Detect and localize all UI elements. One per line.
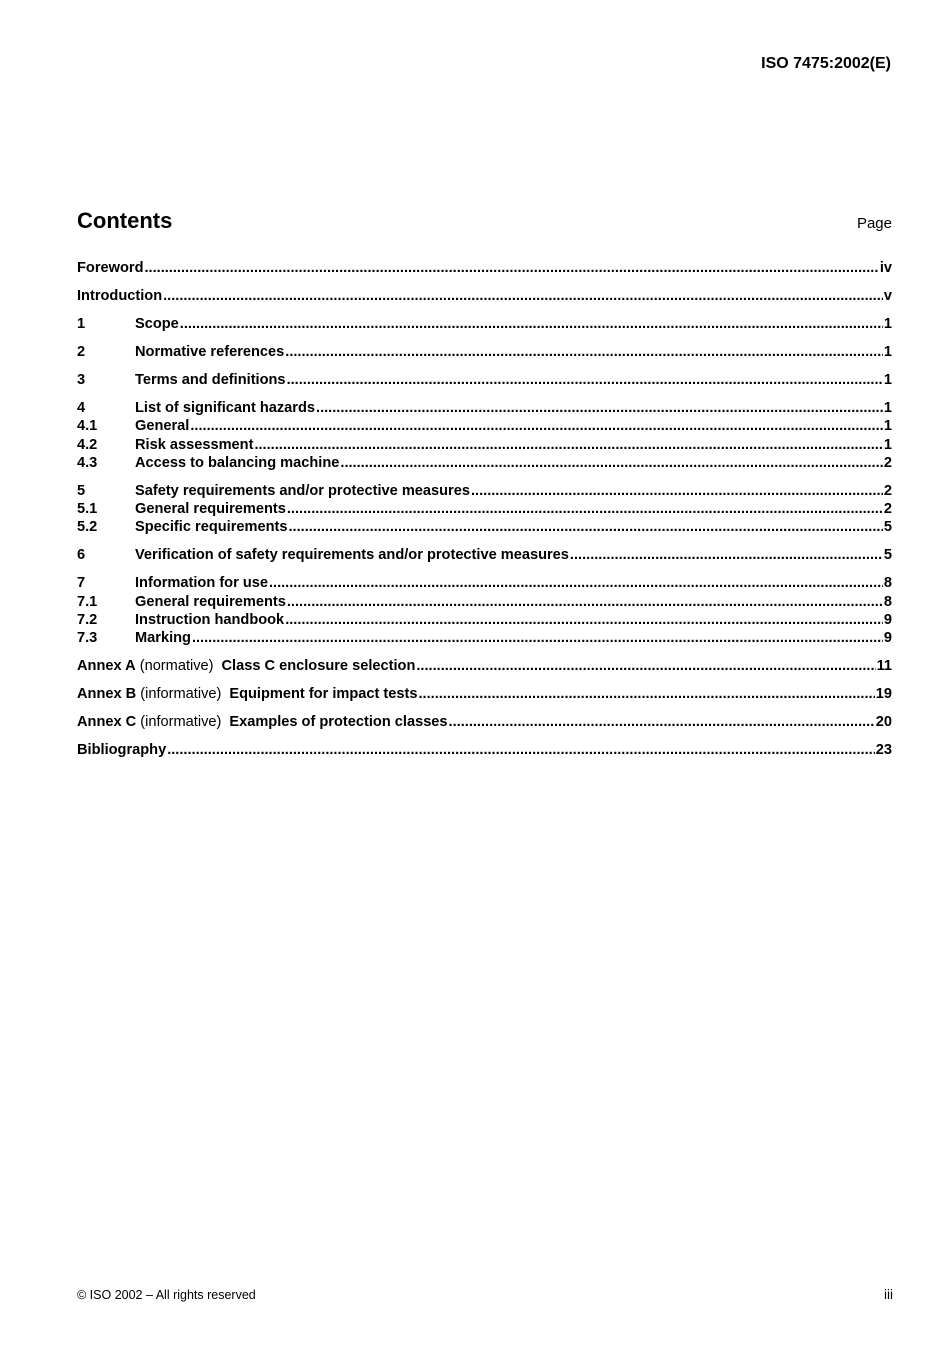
toc-number: 4.2 [77,436,98,453]
dot-leader [340,454,882,472]
toc-entry-4-1[interactable] [77,417,892,435]
toc-entry-introduction[interactable] [77,287,892,305]
page-column-label: Page [856,215,892,232]
toc-title: Examples of protection classes [229,714,448,731]
dot-leader [287,593,883,611]
toc-page: 1 [883,399,892,416]
toc-entry-bibliography[interactable] [77,741,892,759]
dot-leader [163,287,883,305]
dot-leader [471,482,883,500]
toc-page: 9 [883,611,892,628]
toc-page: iv [879,260,892,276]
annex-type: (informative) [140,714,222,731]
toc-title: Introduction [77,287,163,304]
toc-page: 20 [875,714,892,731]
dot-leader [449,713,875,731]
dot-leader [316,399,883,417]
toc-title: Marking [135,630,191,647]
toc-page: 19 [875,686,892,703]
toc-number: 7 [77,575,86,592]
dot-leader [167,741,875,759]
toc-number: 2 [77,343,86,360]
toc-page: 8 [883,575,892,592]
toc-entry-5-2[interactable] [77,518,892,536]
toc-title: Normative references [135,343,285,360]
dot-leader [144,259,878,277]
toc-title: General [135,418,190,435]
toc-number: 4.3 [77,454,98,471]
toc-title: Access to balancing machine [135,454,340,471]
toc-entry-annex-a[interactable] [77,657,892,675]
toc-title: Scope [135,315,179,332]
dot-leader [269,574,883,592]
dot-leader [254,436,882,454]
annex-label: Annex A [77,658,136,675]
toc-title: Equipment for impact tests [229,686,418,703]
dot-leader [180,315,883,333]
toc-page: 1 [883,418,892,435]
toc-page: 1 [883,343,892,360]
annex-type: (informative) [140,686,222,703]
toc-page: 9 [883,630,892,647]
toc-page: 2 [883,454,892,471]
footer-copyright: © ISO 2002 – All rights reserved [77,1288,256,1302]
toc-entry-2[interactable] [77,343,892,361]
toc-title: General requirements [135,593,286,610]
toc-title: Foreword [77,260,144,276]
toc-page: 23 [875,742,892,759]
toc-title: Terms and definitions [135,371,286,388]
toc-number: 4 [77,399,86,416]
toc-number: 6 [77,547,86,564]
toc-title: Risk assessment [135,436,254,453]
toc-entry-4-3[interactable] [77,454,892,472]
toc-entry-5-1[interactable] [77,500,892,518]
toc-entry-annex-b[interactable] [77,685,892,703]
toc-entry-7-2[interactable] [77,611,892,629]
toc-title: Information for use [135,575,268,592]
toc-number: 7.2 [77,611,98,628]
toc-page: 2 [883,482,892,499]
annex-type: (normative) [139,658,214,675]
annex-label: Annex C [77,714,137,731]
toc-entry-4[interactable] [77,399,892,417]
toc-title: Verification of safety requirements and/or protective measures [135,547,569,564]
toc-title: Class C enclosure selection [221,658,416,675]
toc-page: 5 [883,519,892,536]
toc-number: 5.2 [77,519,98,536]
toc-number: 5 [77,482,86,499]
dot-leader [418,685,874,703]
document-id: ISO 7475:2002(E) [761,55,891,72]
toc-entry-foreword[interactable] [77,259,892,277]
toc-page: 11 [876,658,892,675]
dot-leader [287,371,883,389]
toc-title: Bibliography [77,742,167,759]
dot-leader [190,417,883,435]
toc-page: 5 [883,547,892,564]
footer-page-number: iii [884,1287,893,1302]
toc-entry-3[interactable] [77,371,892,389]
dot-leader [416,657,875,675]
toc-number: 7.3 [77,630,98,647]
dot-leader [285,343,883,361]
toc-page: 8 [883,593,892,610]
dot-leader [570,546,883,564]
dot-leader [288,518,882,536]
toc-page: 2 [883,501,892,518]
toc-title: Instruction handbook [135,611,285,628]
dot-leader [287,500,883,518]
toc-number: 7.1 [77,593,98,610]
toc-page: 1 [883,315,892,332]
toc-entry-6[interactable] [77,546,892,564]
dot-leader [192,629,883,647]
toc-entry-annex-c[interactable] [77,713,892,731]
toc-number: 3 [77,371,86,388]
toc-title: List of significant hazards [135,399,316,416]
contents-title: Contents [77,208,173,233]
table-of-contents [77,259,892,759]
toc-title: Safety requirements and/or protective measures [135,482,470,499]
toc-entry-1[interactable] [77,315,892,333]
annex-label: Annex B [77,686,137,703]
toc-entry-4-2[interactable] [77,436,892,454]
toc-title: General requirements [135,501,286,518]
toc-page: 1 [883,436,892,453]
toc-page: v [883,287,892,304]
toc-entry-7-1[interactable] [77,593,892,611]
toc-number: 4.1 [77,418,98,435]
toc-number: 5.1 [77,501,98,518]
toc-number: 1 [77,315,86,332]
toc-page: 1 [883,371,892,388]
toc-entry-7[interactable] [77,574,892,592]
toc-entry-5[interactable] [77,482,892,500]
contents-header [77,208,892,238]
dot-leader [285,611,883,629]
toc-title: Specific requirements [135,519,288,536]
toc-entry-7-3[interactable] [77,629,892,647]
